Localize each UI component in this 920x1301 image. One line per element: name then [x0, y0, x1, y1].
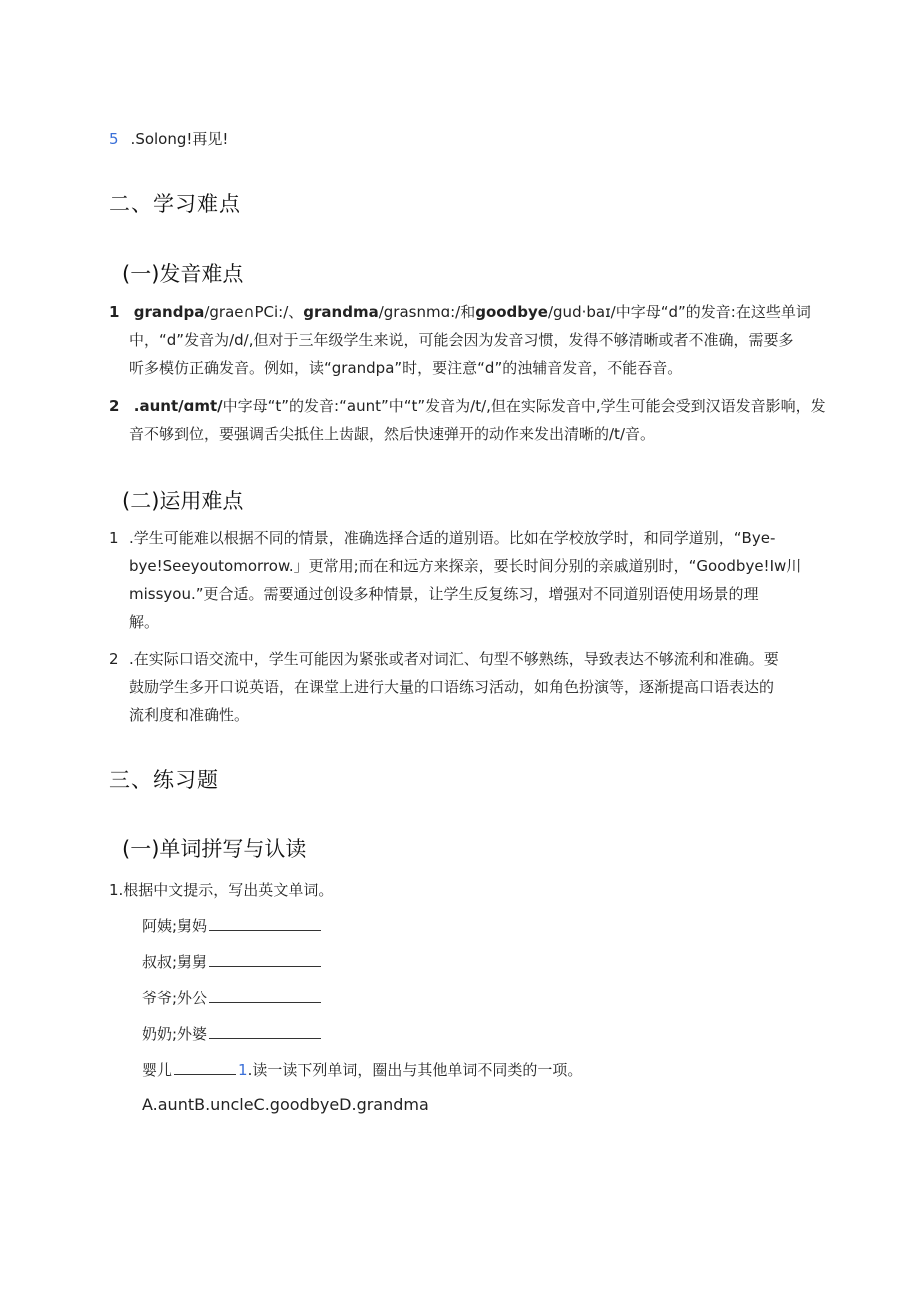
paragraph-line [109, 524, 801, 552]
answer-blank[interactable] [209, 988, 321, 1003]
term-bold: .aunt∕ɑmt∕ [133, 397, 223, 415]
paragraph-line: 鼓励学生多开口说英语，在课堂上进行大量的口语练习活动，如角色扮演等，逐渐提高口语表达的 [129, 678, 775, 696]
fill-row [142, 915, 321, 936]
row-label: 叔叔;舅舅 [142, 953, 208, 971]
paragraph-line: 音不够到位，要强调舌尖抵住上齿龈，然后快速弹开的动作来发出清晰的∕t∕音。 [129, 425, 655, 443]
term-bold: goodbye [475, 303, 548, 321]
subsection-title-usage: (二)运用难点 [122, 489, 244, 513]
section-title-3: 三、练习题 [109, 768, 219, 792]
fill-row [142, 987, 321, 1008]
row-label: 婴儿 [142, 1061, 173, 1079]
fill-row-with-question [142, 1059, 582, 1080]
pronunciation-item-1 [109, 298, 811, 382]
paragraph-line [109, 645, 779, 673]
answer-blank[interactable] [209, 952, 321, 967]
pronunciation-item-2 [109, 392, 826, 448]
row-label: 奶奶;外婆 [142, 1025, 208, 1043]
usage-item-1 [109, 524, 801, 636]
list-item-5 [109, 128, 228, 149]
paragraph-line [109, 298, 811, 326]
usage-item-2 [109, 645, 779, 729]
phonetic-text: ∕grae∩PCi:/、 [204, 303, 304, 321]
answer-blank[interactable] [209, 916, 321, 931]
phonetic-text: ∕gud·baɪ∕中字母“d”的发音:在这些单词 [547, 303, 811, 321]
question-number: 1 [238, 1061, 248, 1079]
paragraph-line: missyou.”更合适。需要通过创设多种情景，让学生反复练习，增强对不同道别语使用场景的理 [129, 585, 759, 603]
paragraph-line: 流利度和准确性。 [129, 706, 250, 724]
row-label: 爷爷;外公 [142, 989, 208, 1007]
question-1: 1.根据中文提示，写出英文单词。 [109, 881, 334, 899]
phonetic-text: 中字母“t”的发音:“aunt”中“t”发音为∕t∕,但在实际发音中,学生可能会受到汉语发音影响，发 [222, 397, 826, 415]
paragraph-line: 解。 [129, 613, 160, 631]
paragraph-line: 中，“d”发音为∕d∕,但对于三年级学生来说，可能会因为发音习惯，发得不够清晰或者不准确，需要多 [129, 331, 794, 349]
paragraph-line: 听多模仿正确发音。例如，读“grandpa”时，要注意“d”的浊辅音发音，不能吞音。 [129, 359, 683, 377]
item-number: 1 [109, 303, 120, 321]
line-text: .学生可能难以根据不同的情景，准确选择合适的道别语。比如在学校放学时，和同学道别，“Bye- [129, 529, 776, 547]
question-2: .读一读下列单词，圈出与其他单词不同类的一项。 [247, 1061, 583, 1079]
section-title-2: 二、学习难点 [109, 192, 241, 216]
phonetic-text: ∕grasnmɑ:/和 [378, 303, 476, 321]
fill-row [142, 1023, 321, 1044]
subsection-title-pronunciation: (一)发音难点 [122, 262, 244, 286]
list-number: 5 [109, 130, 119, 148]
answer-blank[interactable] [209, 1024, 321, 1039]
paragraph-line [109, 392, 826, 420]
row-label: 阿姨;舅妈 [142, 917, 208, 935]
item-number: 2 [109, 650, 119, 668]
item-number: 2 [109, 397, 120, 415]
term-bold: grandpa [133, 303, 205, 321]
line-text: .在实际口语交流中，学生可能因为紧张或者对词汇、句型不够熟练，导致表达不够流利和准确。要 [129, 650, 779, 668]
paragraph-line: bye!Seeyoutomorrow.」更常用;而在和远方来探亲，要长时间分别的亲戚道别时，“Goodbye!Iw川 [129, 557, 802, 575]
item-number: 1 [109, 529, 119, 547]
answer-blank[interactable] [174, 1060, 236, 1075]
answer-options: A.auntB.uncleC.goodbyeD.grandma [142, 1095, 429, 1114]
subsection-title-spelling: (一)单词拼写与认读 [122, 837, 307, 861]
fill-row [142, 951, 321, 972]
list-text: .Solong!再见! [130, 130, 229, 148]
term-bold: grandma [303, 303, 379, 321]
